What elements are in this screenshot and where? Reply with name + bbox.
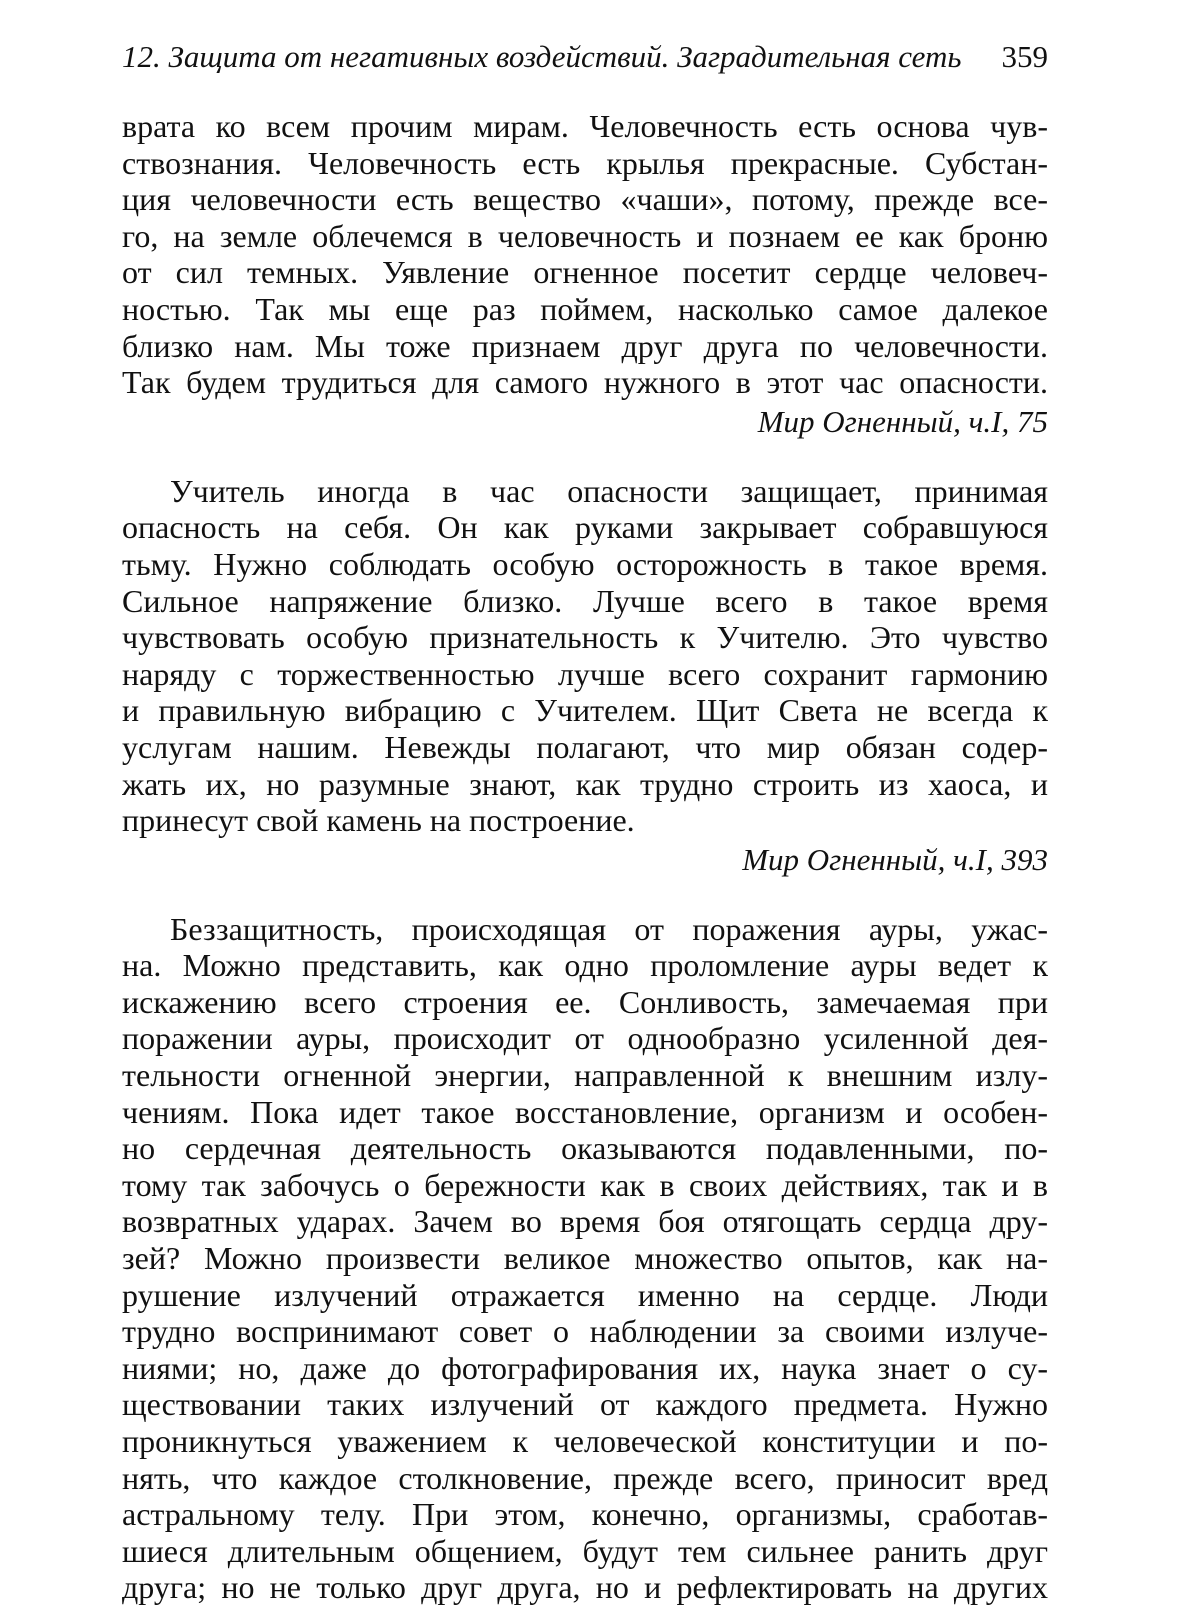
text-line: услугам нашим. Невежды полагают, что мир обязан содер- xyxy=(122,728,1048,765)
text-line: ствознания. Человечность есть крылья прекрасные. Субстан- xyxy=(122,144,1048,181)
text-line: Так будем трудиться для самого нужного в этот час опасности. xyxy=(122,364,1048,401)
text-line: и правильную вибрацию с Учителем. Щит Света не всегда к xyxy=(122,692,1048,729)
running-header xyxy=(122,34,1048,80)
text-line: тельности огненной энергии, направленной к внешним излу- xyxy=(122,1057,1048,1094)
paragraph-3 xyxy=(122,911,1048,1606)
text-line: шиеся длительным общением, будут тем сильнее ранить друг xyxy=(122,1532,1048,1569)
text-line: тьму. Нужно соблюдать особую осторожность в такое время. xyxy=(122,545,1048,582)
text-line: астральному телу. При этом, конечно, организмы, сработав- xyxy=(122,1496,1048,1533)
text-line: го, на земле облечемся в человечность и познаем ее как броню xyxy=(122,217,1048,254)
text-line: искажению всего строения ее. Сонливость, замечаемая при xyxy=(122,983,1048,1020)
text-line: от сил темных. Уявление огненное посетит сердце человеч- xyxy=(122,254,1048,291)
paragraph-2 xyxy=(122,473,1048,839)
text-line: тому так забочусь о бережности как в своих действиях, так и в xyxy=(122,1166,1048,1203)
text-line: нять, что каждое столкновение, прежде всего, приносит вред xyxy=(122,1459,1048,1496)
text-line: возвратных ударах. Зачем во время боя отягощать сердца дру- xyxy=(122,1203,1048,1240)
page-number: 359 xyxy=(1001,39,1048,74)
text-line: друга; но не только друг друга, но и рефлектировать на других xyxy=(122,1569,1048,1606)
text-line: рушение излучений отражается именно на сердце. Люди xyxy=(122,1276,1048,1313)
text-line: проникнуться уважением к человеческой конституции и по- xyxy=(122,1423,1048,1459)
text-line: принесут свой камень на построение. xyxy=(122,802,635,839)
text-line: зей? Можно произвести великое множество опытов, как на- xyxy=(122,1240,1048,1277)
book-page xyxy=(122,34,1048,1606)
text-line: ностью. Так мы еще раз поймем, насколько самое далекое xyxy=(122,290,1048,327)
citation-1: Мир Огненный, ч.I, 75 xyxy=(757,403,1048,439)
text-line: на. Можно представить, как одно проломление ауры ведет к xyxy=(122,947,1048,984)
text-line: Учитель иногда в час опасности защищает, принимая xyxy=(170,472,1048,509)
text-line: ниями; но, даже до фотографирования их, наука знает о су- xyxy=(122,1349,1048,1386)
text-line: жать их, но разумные знают, как трудно строить из хаоса, и xyxy=(122,765,1048,802)
text-line: чениям. Пока идет такое восстановление, организм и особен- xyxy=(122,1093,1048,1130)
text-line: наряду с торжественностью лучше всего сохранит гармонию xyxy=(122,655,1048,692)
text-line: Сильное напряжение близко. Лучше всего в такое время xyxy=(122,582,1048,619)
text-line: чувствовать особую признательность к Учителю. Это чувство xyxy=(122,619,1048,656)
text-line: трудно воспринимают совет о наблюдении за своими излуче- xyxy=(122,1313,1048,1350)
text-line: опасность на себя. Он как руками закрывает собравшуюся xyxy=(122,509,1048,546)
citation-2: Мир Огненный, ч.I, 393 xyxy=(742,841,1048,877)
text-line: ция человечности есть вещество «чаши», потому, прежде все- xyxy=(122,181,1048,218)
text-line: ществовании таких излучений от каждого предмета. Нужно xyxy=(122,1386,1048,1423)
text-line: врата ко всем прочим мирам. Человечность есть основа чув- xyxy=(122,108,1048,144)
text-line: но сердечная деятельность оказываются подавленными, по- xyxy=(122,1130,1048,1167)
text-line: близко нам. Мы тоже признаем друг друга по человечности. xyxy=(122,327,1048,364)
paragraph-1 xyxy=(122,108,1048,401)
chapter-title: 12. Защита от негативных воздействий. Заградительная сеть xyxy=(122,39,962,74)
text-line: поражении ауры, происходит от однообразно усиленной дея- xyxy=(122,1020,1048,1057)
text-line: Беззащитность, происходящая от поражения ауры, ужас- xyxy=(170,910,1048,947)
